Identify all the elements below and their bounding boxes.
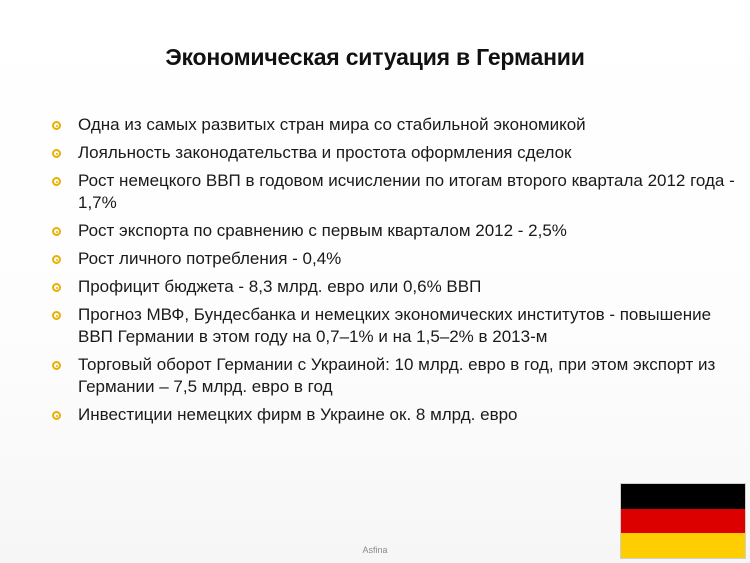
bullet-text: Торговый оборот Германии с Украиной: 10 млрд. евро в год, при этом экспорт из Германии – 7,5 млрд. евро в год — [78, 355, 716, 396]
bullet-item — [46, 276, 736, 298]
bullet-item — [46, 170, 736, 214]
bullet-text: Одна из самых развитых стран мира со стабильной экономикой — [78, 115, 586, 134]
ring-bullet-icon — [52, 311, 61, 320]
ring-bullet-icon — [52, 149, 61, 158]
bullet-item — [46, 404, 736, 426]
flag-stripe-gold — [621, 533, 745, 558]
bullet-item — [46, 114, 736, 136]
ring-bullet-icon — [52, 177, 61, 186]
flag-stripe-red — [621, 509, 745, 534]
bullet-text: Профицит бюджета - 8,3 млрд. евро или 0,6% ВВП — [78, 277, 482, 296]
bullet-text: Рост личного потребления - 0,4% — [78, 249, 342, 268]
bullet-list — [46, 114, 736, 432]
flag-stripe-black — [621, 484, 745, 509]
ring-bullet-icon — [52, 361, 61, 370]
ring-bullet-icon — [52, 411, 61, 420]
bullet-text: Инвестиции немецких фирм в Украине ок. 8 млрд. евро — [78, 405, 518, 424]
ring-bullet-icon — [52, 283, 61, 292]
bullet-item — [46, 220, 736, 242]
bullet-item — [46, 142, 736, 164]
footer-text: Asfina — [362, 545, 388, 555]
bullet-item — [46, 354, 736, 398]
ring-bullet-icon — [52, 227, 61, 236]
bullet-text: Лояльность законодательства и простота оформления сделок — [78, 143, 572, 162]
ring-bullet-icon — [52, 255, 61, 264]
ring-bullet-icon — [52, 121, 61, 130]
germany-flag — [621, 484, 745, 558]
bullet-item — [46, 248, 736, 270]
bullet-item — [46, 304, 736, 348]
slide-title: Экономическая ситуация в Германии — [165, 44, 585, 70]
bullet-text: Рост экспорта по сравнению с первым кварталом 2012 - 2,5% — [78, 221, 567, 240]
bullet-text: Рост немецкого ВВП в годовом исчислении по итогам второго квартала 2012 года - 1,7% — [78, 171, 735, 212]
bullet-text: Прогноз МВФ, Бундесбанка и немецких экономических институтов - повышение ВВП Германии в этом году на 0,7–1% и на 1,5–2% в 2013-м — [78, 305, 712, 346]
